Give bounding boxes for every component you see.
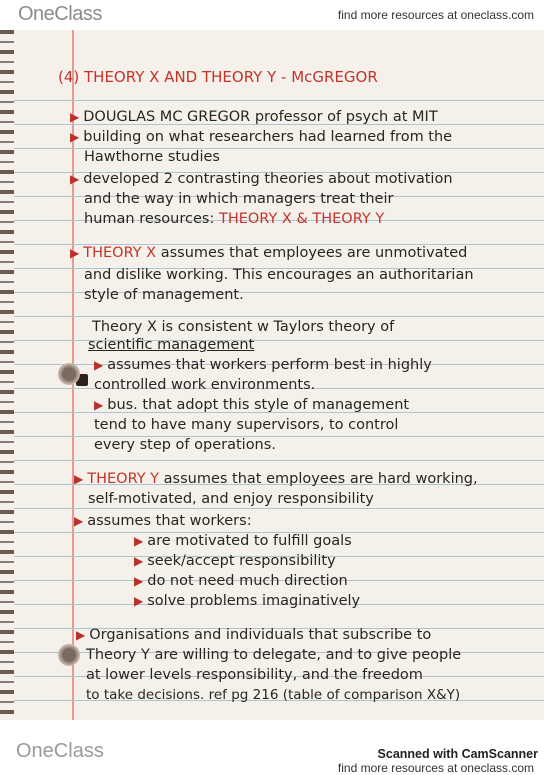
note-line: building on what researchers had learned from the — [83, 129, 453, 145]
note-line: Theory X is consistent w Taylors theory of — [92, 319, 395, 335]
note-line: Organisations and individuals that subscribe to — [89, 627, 432, 643]
note-line: assumes that employees are unmotivated — [160, 245, 468, 261]
bullet-arrow-icon: ▶ — [70, 246, 80, 260]
note-line-red: THEORY X — [83, 245, 157, 261]
note-line: scientific management — [88, 337, 255, 353]
note-line-red: THEORY Y — [87, 471, 160, 487]
note-line: developed 2 contrasting theories about motivation — [83, 171, 453, 187]
note-line: and dislike working. This encourages an authoritarian — [84, 267, 474, 283]
note-line: and the way in which managers treat their — [84, 191, 394, 207]
spiral-binding — [0, 30, 14, 720]
note-line: assumes that workers: — [87, 513, 252, 529]
bullet-arrow-icon: ▶ — [70, 110, 80, 124]
note-line: solve problems imaginatively — [147, 593, 361, 609]
note-line: seek/accept responsibility — [147, 553, 336, 569]
note-line: every step of operations. — [94, 437, 276, 453]
bottom-bar — [0, 720, 544, 775]
note-line: assumes that employees are hard working, — [163, 471, 478, 487]
camscanner-watermark: Scanned with CamScanner — [377, 747, 538, 761]
bullet-arrow-icon: ▶ — [70, 130, 80, 144]
note-line: tend to have many supervisors, to control — [94, 417, 399, 433]
ruled-line — [14, 100, 544, 101]
ruled-line — [14, 460, 544, 461]
resources-link-top[interactable]: find more resources at oneclass.com — [337, 8, 534, 22]
note-line: Theory Y are willing to delegate, and to give people — [86, 647, 462, 663]
ruled-line — [14, 316, 544, 317]
note-line: controlled work environments. — [94, 377, 316, 393]
note-line: DOUGLAS MC GREGOR professor of psych at MIT — [83, 109, 438, 125]
note-line: are motivated to fulfill goals — [147, 533, 352, 549]
notebook-page — [0, 30, 544, 720]
bullet-arrow-icon: ▶ — [134, 534, 144, 548]
note-line: bus. that adopt this style of management — [107, 397, 410, 413]
bullet-arrow-icon: ▶ — [134, 554, 144, 568]
note-line: Hawthorne studies — [84, 149, 220, 165]
note-title: (4) THEORY X AND THEORY Y - McGREGOR — [58, 68, 378, 86]
oneclass-logo[interactable]: OneClass — [18, 3, 102, 25]
bullet-arrow-icon: ▶ — [134, 594, 144, 608]
bullet-arrow-icon: ▶ — [74, 514, 84, 528]
oneclass-logo-bottom[interactable]: OneClass — [16, 740, 104, 762]
bullet-arrow-icon: ▶ — [94, 398, 104, 412]
note-line-red: THEORY X & THEORY Y — [218, 211, 385, 227]
note-line: style of management. — [84, 287, 244, 303]
bullet-arrow-icon: ▶ — [70, 172, 80, 186]
top-bar — [0, 0, 544, 30]
bullet-arrow-icon: ▶ — [94, 358, 104, 372]
bullet-arrow-icon: ▶ — [74, 472, 84, 486]
binder-hole — [58, 363, 80, 385]
note-line: do not need much direction — [147, 573, 348, 589]
ruled-line — [14, 508, 544, 509]
note-line: self-motivated, and enjoy responsibility — [88, 491, 374, 507]
note-line: at lower levels responsibility, and the freedom — [86, 667, 423, 683]
note-line: human resources: — [84, 211, 215, 227]
binder-hole — [58, 644, 80, 666]
note-line: assumes that workers perform best in highly — [107, 357, 432, 373]
bullet-arrow-icon: ▶ — [134, 574, 144, 588]
note-line: to take decisions. ref pg 216 (table of comparison X&Y) — [86, 687, 461, 703]
resources-link-bottom[interactable]: find more resources at oneclass.com — [337, 761, 534, 775]
bullet-arrow-icon: ▶ — [76, 628, 86, 642]
